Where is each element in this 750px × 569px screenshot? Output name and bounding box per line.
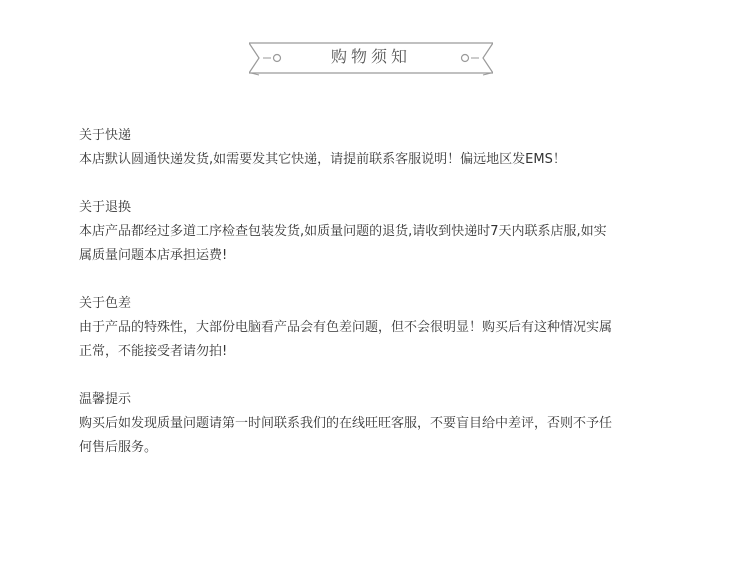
section-body [79, 412, 679, 460]
section-heading: 关于色差 [79, 296, 132, 311]
section-body [79, 220, 679, 268]
section-body [79, 148, 679, 172]
section-text-line: 购买后如发现质量问题请第一时间联系我们的在线旺旺客服，不要盲目给中差评，否则不予任 [79, 416, 613, 431]
notice-content [79, 124, 679, 484]
section-heading: 关于快递 [79, 128, 132, 143]
section-text-line: 何售后服务。 [79, 440, 158, 455]
section-text-line: 属质量问题本店承担运费! [79, 248, 228, 263]
section-returns [79, 196, 679, 268]
page-title: 购物须知 [330, 47, 411, 66]
section-text-line: 由于产品的特殊性，大部份电脑看产品会有色差问题，但不会很明显！购买后有这种情况实属 [79, 320, 613, 335]
section-heading: 关于退换 [79, 200, 132, 215]
title-banner [249, 42, 493, 76]
section-tips [79, 388, 679, 460]
section-text-line: 本店默认圆通快递发货,如需要发其它快递，请提前联系客服说明！偏远地区发EMS！ [79, 152, 566, 167]
section-text-line: 本店产品都经过多道工序检查包装发货,如质量问题的退货,请收到快递时7天内联系店服,如实 [79, 224, 607, 239]
section-text-line: 正常，不能接受者请勿拍! [79, 344, 228, 359]
section-color-difference [79, 292, 679, 364]
section-shipping [79, 124, 679, 172]
section-body [79, 316, 679, 364]
section-heading: 温馨提示 [79, 392, 132, 407]
